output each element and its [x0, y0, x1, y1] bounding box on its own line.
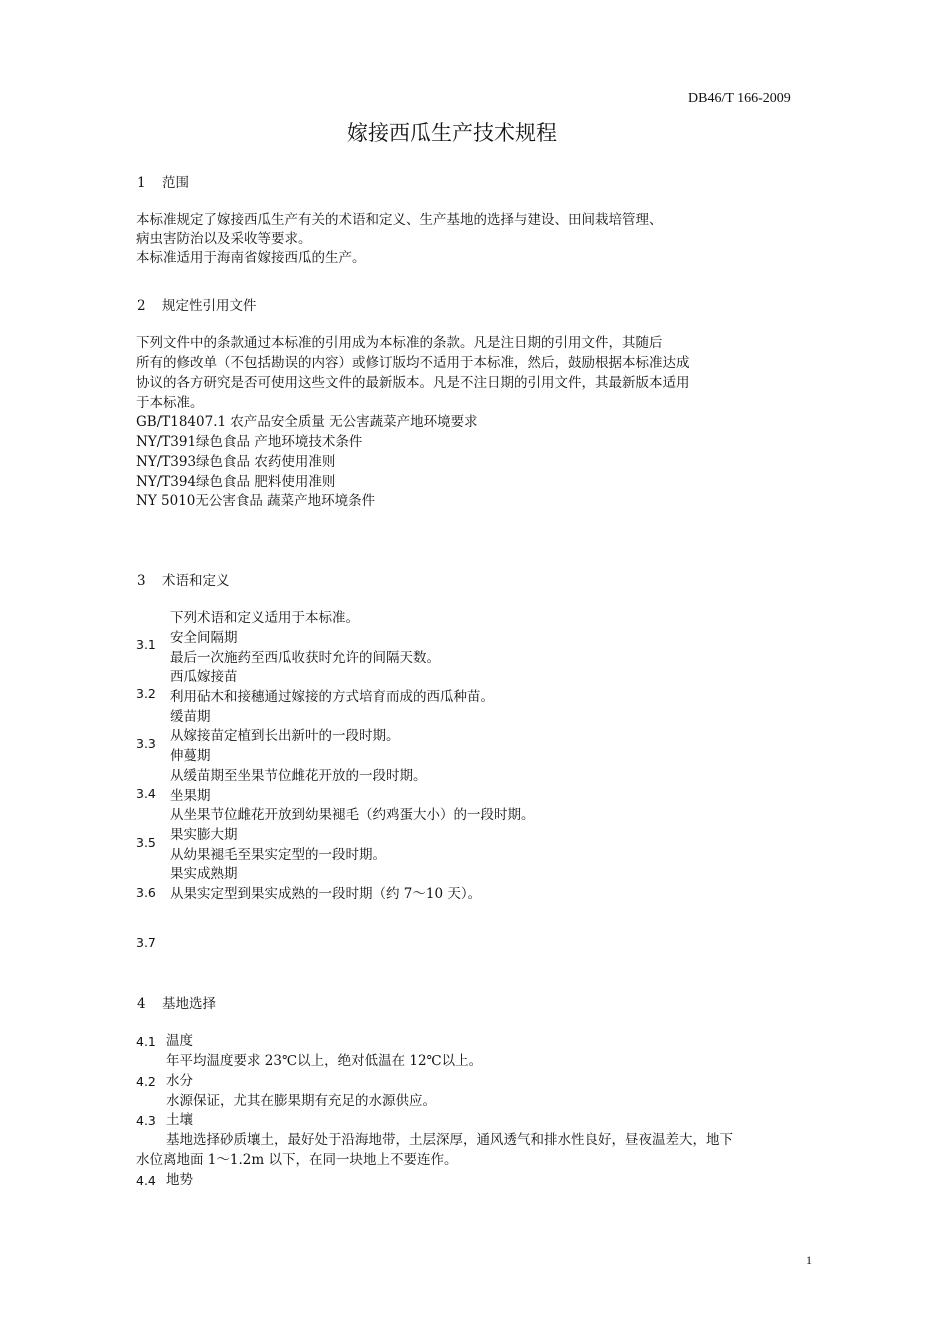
term-line: 从嫁接苗定植到长出新叶的一段时期。 — [170, 728, 400, 744]
section-1-title: 范围 — [162, 175, 189, 191]
paragraph-line: 年平均温度要求 23℃以上，绝对低温在 12℃以上。 — [166, 1053, 483, 1069]
term-number: 3.5 — [136, 835, 156, 850]
item-number: 4.3 — [136, 1113, 156, 1128]
section-4-number: 4 — [137, 996, 146, 1012]
item-number: 4.4 — [136, 1173, 156, 1188]
term-number: 3.3 — [136, 736, 156, 751]
reference-line: NY/T393绿色食品 农药使用准则 — [136, 454, 336, 470]
section-2-number: 2 — [137, 298, 146, 314]
term-line: 伸蔓期 — [170, 748, 211, 764]
section-4-title: 基地选择 — [162, 996, 216, 1012]
term-line: 从坐果节位雌花开放到幼果褪毛（约鸡蛋大小）的一段时期。 — [170, 807, 535, 823]
item-title: 水分 — [166, 1073, 193, 1089]
reference-line: NY/T391绿色食品 产地环境技术条件 — [136, 434, 363, 450]
reference-line: GB/T18407.1 农产品安全质量 无公害蔬菜产地环境要求 — [136, 414, 478, 430]
item-title: 温度 — [166, 1033, 193, 1049]
paragraph-line: 水位离地面 1～1.2m 以下，在同一块地上不要连作。 — [136, 1152, 458, 1168]
term-number: 3.7 — [136, 935, 156, 950]
term-line: 缓苗期 — [170, 709, 211, 725]
term-line: 西瓜嫁接苗 — [170, 669, 238, 685]
term-line: 果实膨大期 — [170, 827, 238, 843]
item-number: 4.1 — [136, 1034, 156, 1049]
term-line: 最后一次施药至西瓜收获时允许的间隔天数。 — [170, 650, 440, 666]
reference-line: NY/T394绿色食品 肥料使用准则 — [136, 474, 336, 490]
paragraph-line: 本标准适用于海南省嫁接西瓜的生产。 — [136, 250, 366, 266]
term-line: 安全间隔期 — [170, 630, 238, 646]
term-number: 3.6 — [136, 885, 156, 900]
document-title: 嫁接西瓜生产技术规程 — [347, 121, 557, 145]
term-line: 坐果期 — [170, 788, 211, 804]
section-3-number: 3 — [137, 573, 146, 589]
paragraph-line: 于本标准。 — [136, 395, 204, 411]
paragraph-line: 基地选择砂质壤土，最好处于沿海地带，土层深厚，通风透气和排水性良好，昼夜温差大，地下 — [166, 1132, 733, 1148]
term-number: 3.4 — [136, 786, 156, 801]
term-number: 3.2 — [136, 686, 156, 701]
paragraph-line: 病虫害防治以及采收等要求。 — [136, 231, 312, 247]
section-2-title: 规定性引用文件 — [162, 298, 257, 314]
paragraph-line: 水源保证，尤其在膨果期有充足的水源供应。 — [166, 1093, 436, 1109]
paragraph-line: 下列文件中的条款通过本标准的引用成为本标准的条款。凡是注日期的引用文件，其随后 — [136, 335, 663, 351]
item-title: 地势 — [166, 1172, 193, 1188]
paragraph-line: 协议的各方研究是否可使用这些文件的最新版本。凡是不注日期的引用文件，其最新版本适用 — [136, 375, 690, 391]
section-1-number: 1 — [137, 175, 146, 191]
term-line: 从幼果褪毛至果实定型的一段时期。 — [170, 847, 386, 863]
term-line: 利用砧木和接穗通过嫁接的方式培育而成的西瓜种苗。 — [170, 689, 494, 705]
term-line: 从果实定型到果实成熟的一段时期（约 7～10 天）。 — [170, 886, 482, 902]
item-number: 4.2 — [136, 1074, 156, 1089]
document-number: DB46/T 166-2009 — [688, 91, 791, 106]
term-number: 3.1 — [136, 637, 156, 652]
paragraph-line: 本标准规定了嫁接西瓜生产有关的术语和定义、生产基地的选择与建设、田间栽培管理、 — [136, 212, 663, 228]
section-3-title: 术语和定义 — [162, 573, 230, 589]
paragraph-line: 所有的修改单（不包括勘误的内容）或修订版均不适用于本标准，然后，鼓励根据本标准达成 — [136, 355, 690, 371]
page-number: 1 — [806, 1253, 812, 1267]
reference-line: NY 5010无公害食品 蔬菜产地环境条件 — [136, 493, 376, 509]
term-line: 果实成熟期 — [170, 866, 238, 882]
item-title: 土壤 — [166, 1112, 193, 1128]
term-line: 从缓苗期至坐果节位雌花开放的一段时期。 — [170, 768, 427, 784]
term-line: 下列术语和定义适用于本标准。 — [170, 610, 359, 626]
